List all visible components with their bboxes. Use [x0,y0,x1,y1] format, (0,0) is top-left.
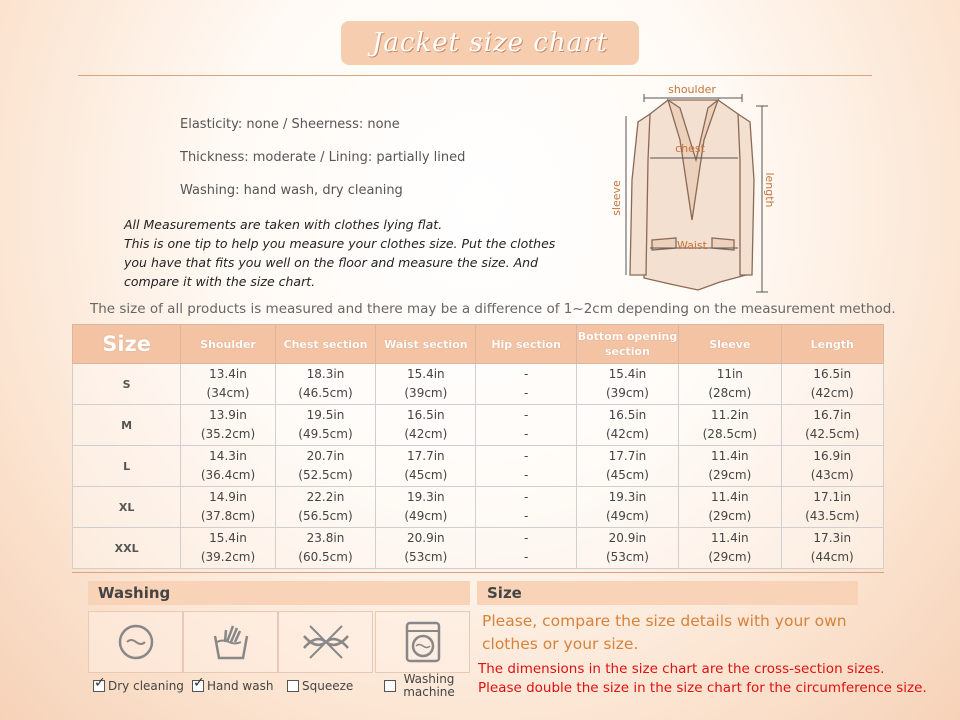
value-cm: (39cm) [404,386,448,400]
value-inches: 11.2in [710,408,749,422]
value-cm: (42cm) [605,427,649,441]
value-inches: 15.4in [209,531,247,545]
measurement-cell [781,487,883,528]
value-inches: 16.7in [813,408,852,422]
thickness-info: Thickness: moderate / Lining: partially lined [180,150,466,165]
value-cm: - [523,550,529,564]
value-cm: (28cm) [708,386,752,400]
measurement-cell [679,528,781,569]
value-inches: - [523,490,529,504]
size-cell: S [73,364,181,405]
value-cm: (44cm) [810,550,854,564]
value-cm: - [523,509,529,523]
value-inches: 23.8in [306,531,345,545]
washing-labels [88,672,470,701]
measurement-cell [781,364,883,405]
elasticity-info: Elasticity: none / Sheerness: none [180,117,400,132]
table-row [73,528,884,569]
hand-wash-option[interactable] [192,679,273,693]
value-cm: (34cm) [206,386,250,400]
value-inches: 19.3in [608,490,647,504]
table-row [73,487,884,528]
measurement-cell [679,405,781,446]
header-shoulder: Shoulder [181,325,276,364]
value-inches: 16.5in [407,408,445,422]
measurement-cell [476,405,576,446]
value-inches: 13.4in [209,367,247,381]
value-inches: 19.3in [407,490,445,504]
dry-clean-cell [88,611,183,673]
value-cm: (37.8cm) [200,509,256,523]
no-wring-icon [300,622,352,662]
size-cell: M [73,405,181,446]
measurement-cell [679,364,781,405]
table-row [73,364,884,405]
value-inches: 16.5in [813,367,852,381]
value-inches: 19.5in [306,408,345,422]
dry-cleaning-option[interactable] [93,679,184,693]
header-bottom-opening: Bottom opening section [576,325,678,364]
value-inches: 11.4in [710,490,749,504]
value-inches: - [523,531,529,545]
washing-machine-cell [375,611,470,673]
size-table-body [73,364,884,569]
washing-icons [88,611,470,673]
value-cm: - [523,468,529,482]
table-row [73,446,884,487]
value-cm: (43cm) [810,468,854,482]
washing-machine-option[interactable] [384,673,459,699]
measurement-cell [376,528,476,569]
value-cm: (28.5cm) [702,427,757,441]
value-cm: (53cm) [605,550,649,564]
measurement-cell [476,446,576,487]
value-cm: (46.5cm) [298,386,353,400]
table-row [73,405,884,446]
value-inches: 20.9in [407,531,445,545]
washing-heading: Washing [88,581,470,605]
measurement-cell [781,528,883,569]
measurement-cell [781,446,883,487]
value-inches: - [523,449,529,463]
size-heading: Size [477,581,858,605]
measurement-cell [181,528,276,569]
no-wring-cell [278,611,373,673]
hand-wash-checkbox[interactable] [192,680,204,692]
jacket-sleeve-right [738,114,754,275]
value-inches: 17.1in [813,490,852,504]
value-inches: 14.9in [209,490,247,504]
value-cm: (49cm) [404,509,448,523]
value-cm: (45cm) [404,468,448,482]
circumference-note: Please double the size in the size chart for the circumference size. [478,680,927,696]
value-cm: (49.5cm) [298,427,353,441]
value-cm: (42.5cm) [805,427,860,441]
sleeve-label: sleeve [610,180,623,216]
value-cm: (53cm) [404,550,448,564]
title-divider [78,75,872,76]
measurement-cell [376,405,476,446]
measurement-cell [576,446,678,487]
measurement-cell [476,364,576,405]
squeeze-label: Squeeze [302,679,354,693]
washing-machine-icon [403,620,443,664]
value-cm: (29cm) [708,468,752,482]
dry-clean-icon [116,622,156,662]
value-cm: - [523,427,529,441]
measurement-cell [376,446,476,487]
measurement-cell [181,487,276,528]
cross-section-note: The dimensions in the size chart are the cross-section sizes. [478,661,885,677]
value-cm: (56.5cm) [298,509,353,523]
value-inches: 11in [716,367,743,381]
header-hip: Hip section [476,325,576,364]
value-inches: 11.4in [710,449,749,463]
washing-machine-checkbox[interactable] [384,680,396,692]
value-cm: (39.2cm) [200,550,256,564]
header-chest: Chest section [275,325,375,364]
value-cm: - [523,386,529,400]
measurement-cell [275,405,375,446]
measurement-cell [679,487,781,528]
dry-cleaning-label: Dry cleaning [108,679,184,693]
value-cm: (35.2cm) [200,427,256,441]
value-inches: 17.7in [608,449,647,463]
value-inches: 20.9in [608,531,647,545]
measurement-cell [476,528,576,569]
washing-info: Washing: hand wash, dry cleaning [180,183,403,198]
value-inches: 17.3in [813,531,852,545]
hand-wash-label: Hand wash [207,679,274,693]
measurement-cell [275,487,375,528]
value-inches: 14.3in [209,449,247,463]
value-cm: (43.5cm) [805,509,860,523]
squeeze-option[interactable] [287,679,353,693]
jacket-diagram [600,80,800,300]
value-inches: - [523,408,529,422]
dry-cleaning-checkbox[interactable] [93,680,105,692]
value-inches: 16.9in [813,449,852,463]
squeeze-checkbox[interactable] [287,680,299,692]
measurement-cell [181,405,276,446]
washing-machine-label: Washing machine [403,672,455,699]
value-cm: (45cm) [605,468,649,482]
header-length: Length [781,325,883,364]
value-cm: (49cm) [605,509,649,523]
value-cm: (52.5cm) [298,468,353,482]
measurement-cell [275,364,375,405]
measurement-tips [124,215,574,291]
jacket-sleeve-left [630,114,650,275]
hand-wash-cell [183,611,278,673]
measurement-cell [476,487,576,528]
value-inches: 22.2in [306,490,345,504]
chest-label: chest [675,142,705,155]
measurement-cell [376,364,476,405]
measurement-note: The size of all products is measured and there may be a difference of 1~2cm depending on the measurement method. [90,301,896,317]
tips-line-1: All Measurements are taken with clothes lying flat. [124,217,443,232]
table-bottom-divider [72,572,884,573]
measurement-cell [181,364,276,405]
value-inches: 15.4in [407,367,445,381]
size-table [72,324,884,569]
waist-label: Waist [676,239,708,252]
value-inches: 18.3in [306,367,345,381]
value-cm: (60.5cm) [298,550,353,564]
measurement-cell [181,446,276,487]
value-cm: (42cm) [404,427,448,441]
size-cell: XL [73,487,181,528]
length-label: length [763,172,776,208]
value-cm: (42cm) [810,386,854,400]
size-advice: Please, compare the size details with your own clothes or your size. [482,612,847,653]
measurement-cell [576,364,678,405]
value-inches: 15.4in [608,367,647,381]
measurement-cell [275,446,375,487]
size-cell: XXL [73,528,181,569]
value-inches: 16.5in [608,408,647,422]
value-inches: 17.7in [407,449,445,463]
measurement-cell [376,487,476,528]
measurement-cell [275,528,375,569]
value-cm: (29cm) [708,509,752,523]
measurement-cell [576,487,678,528]
hand-wash-icon [209,620,253,664]
table-header-row [73,325,884,364]
value-cm: (36.4cm) [200,468,256,482]
value-cm: (29cm) [708,550,752,564]
measurement-cell [576,405,678,446]
measurement-cell [781,405,883,446]
page-title: Jacket size chart [341,21,639,65]
header-waist: Waist section [376,325,476,364]
value-cm: (39cm) [605,386,649,400]
header-sleeve: Sleeve [679,325,781,364]
measurement-cell [679,446,781,487]
value-inches: 11.4in [710,531,749,545]
tips-line-2: This is one tip to help you measure your clothes size. Put the clothes you have that fits you well on the floor and measure the size. And compare it with the size chart. [124,236,556,289]
header-size: Size [73,325,181,364]
shoulder-label: shoulder [668,83,716,96]
value-inches: - [523,367,529,381]
size-cell: L [73,446,181,487]
value-inches: 13.9in [209,408,247,422]
measurement-cell [576,528,678,569]
value-inches: 20.7in [306,449,345,463]
